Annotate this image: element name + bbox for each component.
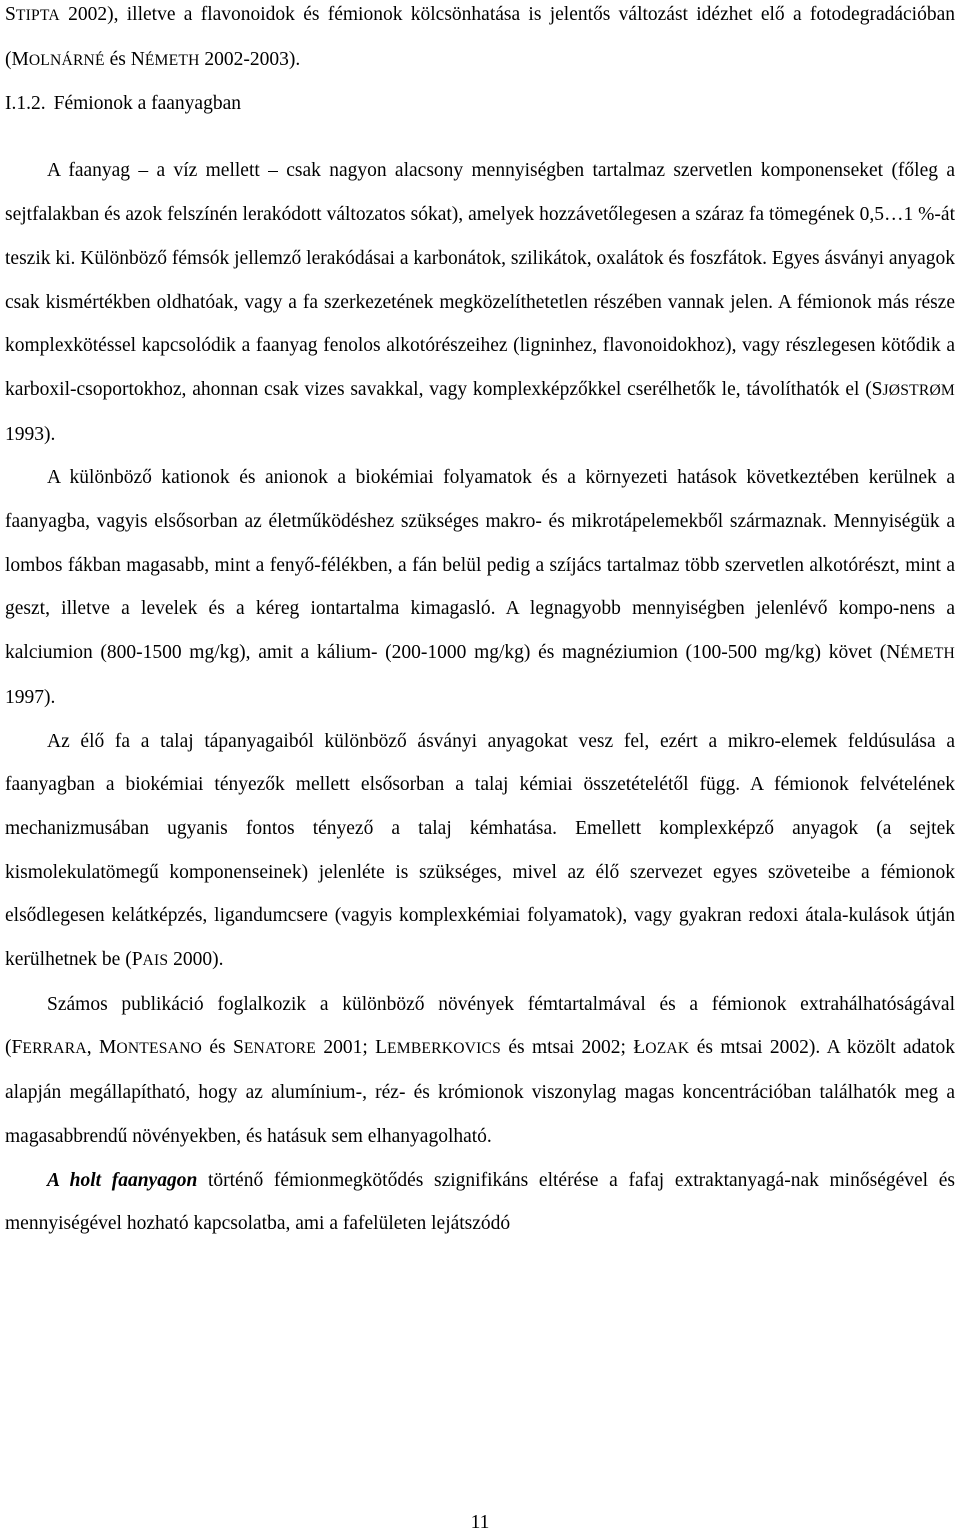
paragraph-5-text: történő fémionmegkötődés szignifikáns eltérése a fafaj extraktanyagá-nak minőségével és mennyiségével hozható kapcsolatba, ami a fafelületen lejátszódó <box>5 1169 955 1235</box>
author-pais: AIS <box>142 952 169 970</box>
section-title: Fémionok a faanyagban <box>53 93 241 115</box>
intro-author-nemeth: ÉMETH <box>144 51 200 69</box>
paragraph-1 <box>5 149 955 456</box>
paragraph-4-text-f: és mtsai 2002). A közölt adatok alapján megállapítható, hogy az alumínium-, réz- és krómionok viszonylag magas koncentrációban találhatók meg a magasabbrendű növényekben, és hatásuk sem elhanyagolható. <box>5 1037 955 1147</box>
paragraph-5-emphasis: A holt faanyagon <box>47 1169 198 1191</box>
intro-text-3: és N <box>104 48 145 70</box>
intro-text-2: 2002), illetve a flavonoidok és fémionok kölcsönhatása is jelentős változást idézhet elő a fotodegradációban (M <box>5 4 955 70</box>
section-heading <box>5 82 955 125</box>
paragraph-3-text: Az élő fa a talaj tápanyagaiból különböző ásványi anyagokat vesz fel, ezért a mikro-elemek feldúsulása a faanyagban a biokémiai tényezők mellett elsősorban a talaj kémiai összetételétől függ. A fémionok felvételének mechanizmusában ugyanis fontos tényező a talaj kémhatása. Emellett komplexképző anyagok (a sejtek kismolekulatömegű komponenseinek) jelenléte is szükséges, mivel az élő szervezet egyes szöveteibe a fémionok elsődlegesen kelátképzés, ligandumcsere (vagyis komplexkémiai folyamatok), vagy gyakran redoxi átala-kulások útján kerülhetnek be (P <box>5 730 955 971</box>
paragraph-4-text-c: és S <box>202 1037 244 1059</box>
author-lemberkovics: EMBERKOVICS <box>387 1040 501 1058</box>
paragraph-4 <box>5 983 955 1159</box>
paragraph-4-text-b: , M <box>86 1037 117 1059</box>
paragraph-1-year: 1993). <box>5 423 56 445</box>
author-montesano: ONTESANO <box>116 1040 203 1058</box>
author-lozak: OZAK <box>645 1040 690 1058</box>
paragraph-1-text: A faanyag – a víz mellett – csak nagyon alacsony mennyiségben tartalmaz szervetlen komponenseket (főleg a sejtfalakban és azok felszínén lerakódott változatos sókat), amelyek hozzávetőlegesen a száraz fa tömegének 0,5…1 %-át teszik ki. Különböző fémsók jellemző lerakódásai a karbonátok, szilikátok, oxalátok és foszfátok. Egyes ásványi anyagok csak kismértékben oldhatóak, vagy a fa szerkezetének megközelíthetetlen részében vannak jelen. A fémionok más része komplexkötéssel kapcsolódik a faanyag fenolos alkotórészeihez (ligninhez, flavonoidokhoz), vagy részlegesen kötődik a karboxil-csoportokhoz, ahonnan csak vizes savakkal, vagy komplexképzőkkel cserélhetők le, távolíthatók el (S <box>5 160 955 400</box>
intro-text-1: S <box>5 4 16 25</box>
intro-author-stipta: TIPTA <box>15 7 60 24</box>
paragraph-5 <box>5 1159 955 1246</box>
author-sjostrom: JØSTRØM <box>882 381 955 399</box>
paragraph-4-text-a: Számos publikáció foglalkozik a különböző növények fémtartalmával és a fémionok extrahálhatóságával (F <box>5 993 955 1059</box>
paragraph-3 <box>5 720 955 983</box>
document-page <box>5 0 955 1246</box>
paragraph-2-text: A különböző kationok és anionok a biokémiai folyamatok és a környezeti hatások következtében kerülnek a faanyagba, vagyis elsősorban az életműködéshez szükséges makro- és mikrotápelemekből származnak. Mennyiségük a lombos fákban magasabb, mint a fenyő-félékben, a fán belül pedig a szíjács tartalmaz több szervetlen alkotórészt, mint a geszt, illetve a levelek és a kéreg iontartalma kimagasló. A legnagyobb mennyiségben jelenlévő kompo-nens a kalciumion (800-1500 mg/kg), amit a kálium- (200-1000 mg/kg) és magnéziumion (100-500 mg/kg) követ (N <box>5 467 955 664</box>
paragraph-2-year: 1997). <box>5 686 56 708</box>
paragraph-2 <box>5 456 955 719</box>
section-number: I.1.2. <box>5 93 46 115</box>
author-senatore: ENATORE <box>243 1040 316 1058</box>
author-ferrara: ERRARA <box>22 1040 87 1058</box>
intro-paragraph <box>5 0 955 82</box>
author-nemeth-1997: ÉMETH <box>900 645 955 663</box>
paragraph-4-text-d: 2001; L <box>315 1037 388 1059</box>
paragraph-4-text-e: és mtsai 2002; Ł <box>501 1037 646 1059</box>
page-number: 11 <box>470 1512 490 1533</box>
intro-text-4: 2002-2003). <box>199 48 301 70</box>
paragraph-3-year: 2000). <box>168 949 224 971</box>
intro-author-molnarne: OLNÁRNÉ <box>28 51 105 69</box>
